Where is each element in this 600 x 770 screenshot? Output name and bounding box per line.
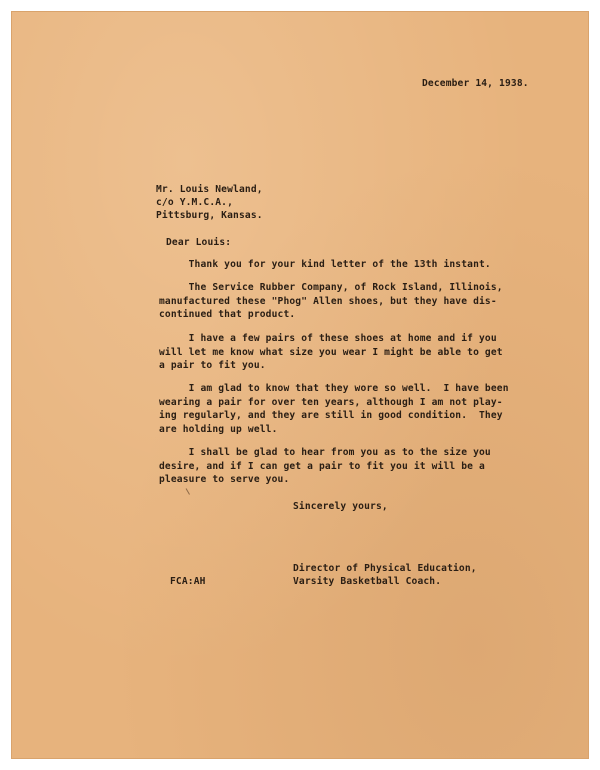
letter-date: December 14, 1938. <box>422 78 529 89</box>
body-line: I have a few pairs of these shoes at home and if you <box>159 333 497 344</box>
body-paragraph-5 <box>159 446 499 487</box>
body-line: Thank you for your kind letter of the 13th instant. <box>159 259 491 270</box>
body-paragraph-4 <box>159 382 509 436</box>
body-line: will let me know what size you wear I might be able to get <box>159 346 503 358</box>
body-line: I shall be glad to hear from you as to the size you <box>159 447 491 458</box>
closing: Sincerely yours, <box>293 501 388 512</box>
body-line: continued that product. <box>159 309 296 320</box>
body-paragraph-1 <box>159 258 499 272</box>
body-line: pleasure to serve you. <box>159 474 290 485</box>
signature-title-2: Varsity Basketball Coach. <box>293 576 442 587</box>
body-line: wearing a pair for over ten years, although I am not play- <box>159 396 503 408</box>
body-paragraph-2 <box>159 281 503 322</box>
body-line: I am glad to know that they wore so well. I have been <box>159 383 509 394</box>
body-line: a pair to fit you. <box>159 360 266 371</box>
letter-page <box>11 11 589 759</box>
stray-pencil-mark <box>186 486 194 495</box>
body-line: are holding up well. <box>159 423 278 435</box>
reference-initials: FCA:AH <box>170 576 206 587</box>
recipient-city: Pittsburg, Kansas. <box>156 210 263 221</box>
body-paragraph-3 <box>159 332 503 373</box>
body-line: ing regularly, and they are still in good condition. They <box>159 410 503 421</box>
signature-title-1: Director of Physical Education, <box>293 563 477 574</box>
recipient-care-of: c/o Y.M.C.A., <box>156 197 234 208</box>
body-line: desire, and if I can get a pair to fit you it will be a <box>159 460 485 472</box>
body-line: The Service Rubber Company, of Rock Island, Illinois, <box>159 282 503 293</box>
salutation: Dear Louis: <box>166 237 232 248</box>
body-line: manufactured these "Phog" Allen shoes, but they have dis- <box>159 295 497 307</box>
recipient-name: Mr. Louis Newland, <box>156 184 263 195</box>
